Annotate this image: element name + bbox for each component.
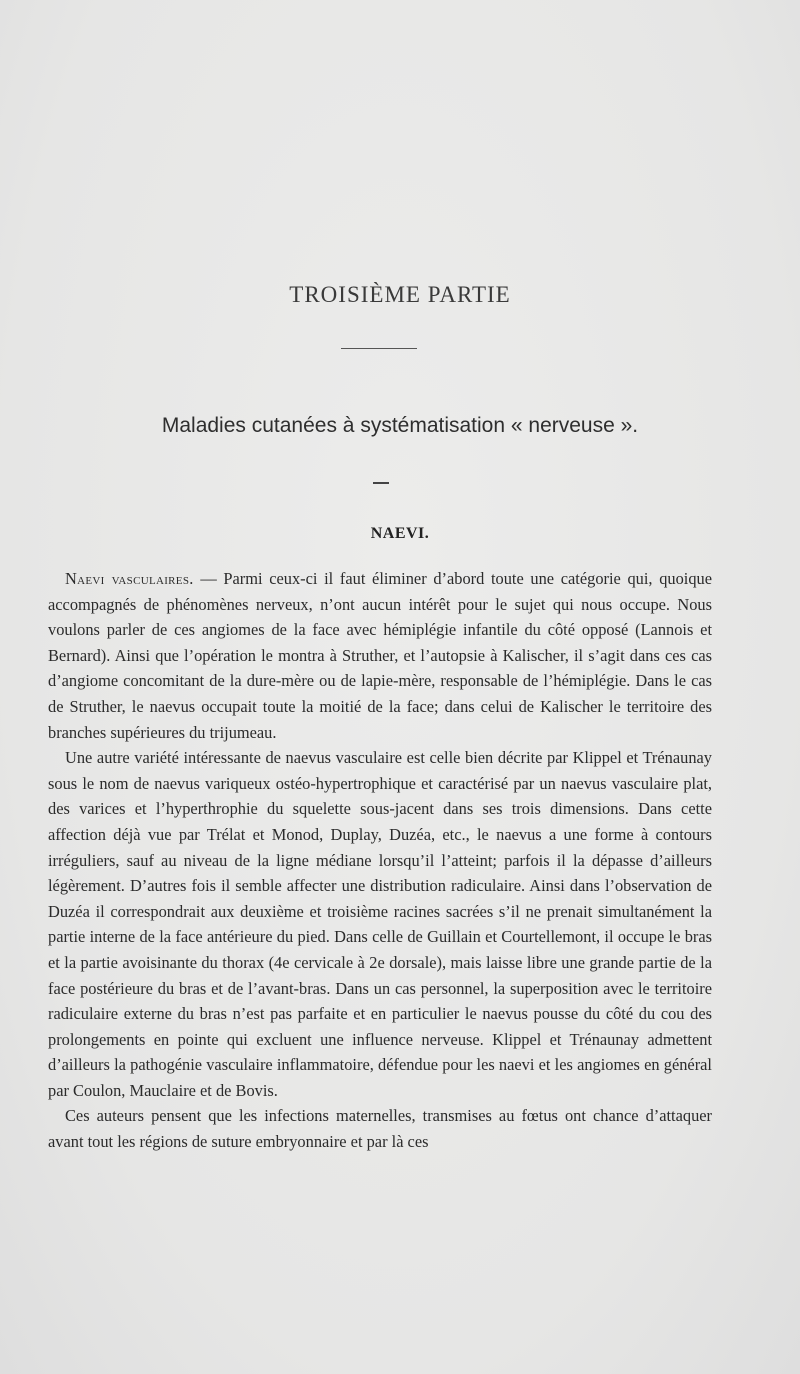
part-title: TROISIÈME PARTIE: [289, 282, 511, 307]
title-divider: [341, 348, 417, 349]
paragraph-text: Ces auteurs pensent que les infections maternelles, transmises au fœtus ont chance d’attaquer avant tout les régions de suture embryonnaire et par là ces: [48, 1106, 712, 1152]
section-title: Maladies cutanées à systématisation « nerveuse ».: [161, 414, 639, 437]
paragraph-text: Une autre variété intéressante de naevus vasculaire est celle bien décrite par Klippel et Trénaunay sous le nom de naevus variqueux ostéo-hypertrophique et caractérisé par un naevus vasculaire plat, des varices et l’hyperthrophie du squelette sous-jacent dans ses trois dimensions. Dans cette affection déjà vue par Trélat et Monod, Duplay, Duzéa, etc., le naevus a une forme à contours irréguliers, sauf au niveau de la ligne médiane lorsqu’il l’atteint; parfois il la dépasse d’ailleurs légèrement. D’autres fois il semble affecter une distribution radiculaire. Ainsi dans l’observation de Duzéa il correspondrait aux deuxième et troisième racines sacrées s’il ne prenait simultanément la partie interne de la face antérieure du pied. Dans celle de Guillain et Courtellemont, il occupe le bras et la partie avoisinante du thorax (4e cervicale à 2e dorsale), mais laisse libre une grande partie de la face postérieure du bras et de l’avant-bras. Dans un cas personnel, la superposition avec le territoire radiculaire externe du bras n’est pas parfaite et en particulier le naevus pousse du côté du cou des prolongements en pointe qui excluent une influence nerveuse. Klippel et Trénaunay admettent d’ailleurs la pathogénie vasculaire inflammatoire, défendue pour les naevi et les angiomes en général par Coulon, Mauclaire et de Bovis.: [48, 748, 712, 1100]
paragraph: [48, 1103, 712, 1154]
paragraph-text: — Parmi ceux-ci il faut éliminer d’abord toute une catégorie qui, quoique accompagnés de phénomènes nerveux, n’ont aucun intérêt pour le sujet qui nous occupe. Nous voulons parler de ces angiomes de la face avec hémiplégie infantile du côté opposé (Lannois et Bernard). Ainsi que l’opération le montra à Struther, et l’autopsie à Kalischer, il s’agit dans ces cas d’angiome concomitant de la dure-mère ou de lapie-mère, responsable de l’hémiplégie. Dans le cas de Struther, le naevus occupait toute la moitié de la face; dans celui de Kalischer le territoire des branches supérieures du trijumeau.: [48, 569, 712, 742]
paragraph: [48, 745, 712, 1103]
body-text: [48, 566, 712, 1155]
subheading: NAEVI.: [370, 525, 430, 542]
paragraph-lead: Naevi vasculaires.: [65, 569, 194, 588]
paragraph: [48, 566, 712, 745]
section-divider: [373, 482, 389, 484]
